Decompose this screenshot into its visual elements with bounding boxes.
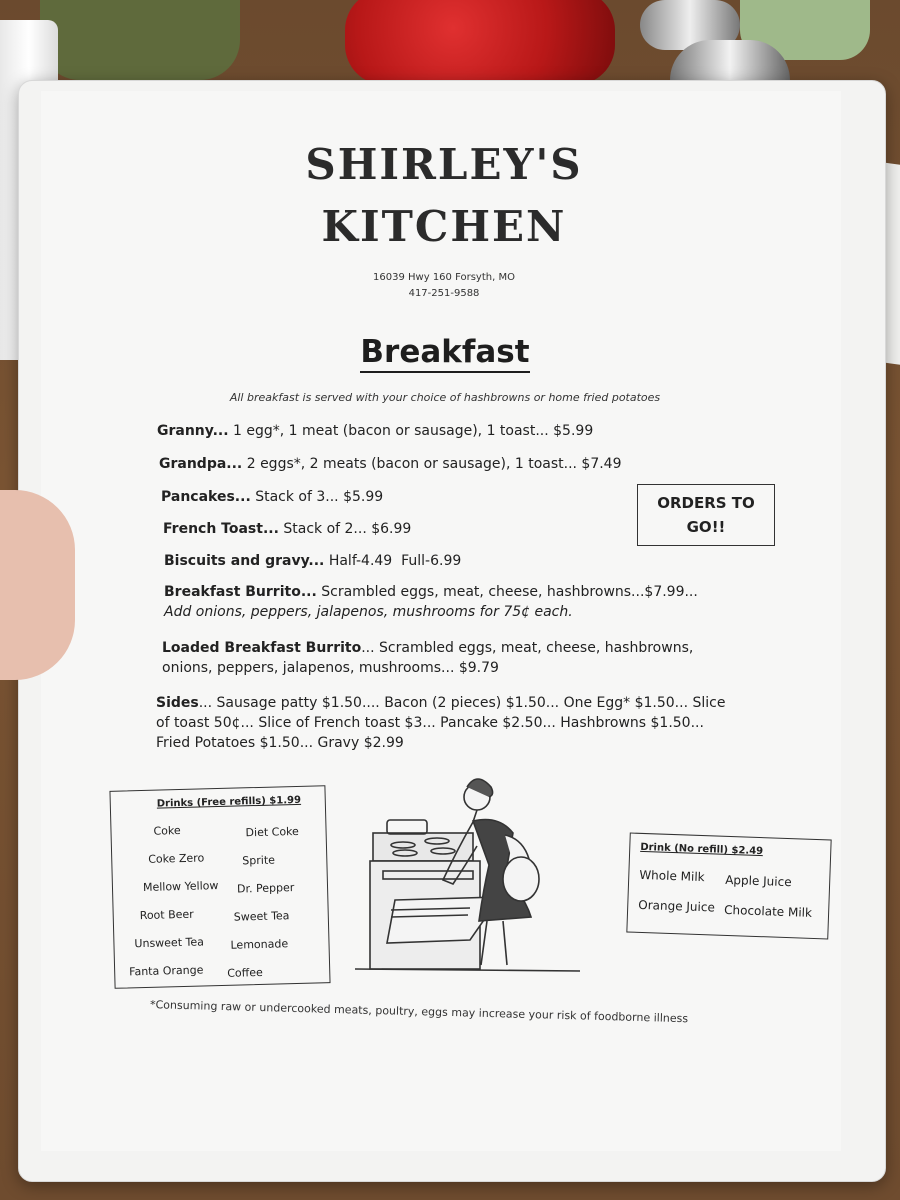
menu-item-pancakes: Pancakes... Stack of 3... $5.99 [161,489,384,505]
drink-item: Diet Coke [245,824,300,840]
woman-at-stove-illustration [355,775,585,975]
section-note: All breakfast is served with your choice of hashbrowns or home fried potatoes [229,391,661,404]
drink-item: Fanta Orange [129,963,204,979]
drinks-free-refills-heading: Drinks (Free refills) $1.99 [156,794,302,810]
drinks-no-refill-heading: Drink (No refill) $2.49 [640,841,764,858]
drink-item: Dr. Pepper [236,881,295,896]
hand-holding-menu [0,490,75,680]
foodborne-illness-footnote: *Consuming raw or undercooked meats, poultry, eggs may increase your risk of foodborne illness [149,998,689,1026]
menu-item-granny: Granny... 1 egg*, 1 meat (bacon or sausage), 1 toast... $5.99 [157,423,594,439]
drink-item: Mellow Yellow [142,879,219,895]
drinks-no-refill-box [626,833,831,940]
drink-item: Sprite [242,853,276,868]
menu-item-sides: Sides... Sausage patty $1.50.... Bacon (2 pieces) $1.50... One Egg* $1.50... Slice of toast 50¢... Slice of French toast $3... Pancake $2.50... Hashbrowns $1.50... Fried Potatoes $1.50... Gravy $2.99 [156,695,726,751]
red-tinsel-decoration [345,0,615,85]
menu-item-french-toast: French Toast... Stack of 2... $6.99 [163,521,412,537]
drink-item: Coke [153,824,181,838]
green-mug [40,0,240,80]
drink-item: Orange Juice [638,897,716,915]
menu-item-biscuits-gravy: Biscuits and gravy... Half-4.49 Full-6.99 [164,553,462,569]
drink-item: Sweet Tea [233,909,290,924]
drinks-free-refills-box [109,785,330,989]
drink-item: Unsweet Tea [134,935,205,951]
section-title: Breakfast [0,334,890,370]
drink-item: Chocolate Milk [723,902,813,920]
restaurant-phone: 417-251-9588 [408,288,480,299]
orders-to-go-box: ORDERS TO GO!! [637,484,775,546]
menu-item-grandpa: Grandpa... 2 eggs*, 2 meats (bacon or sausage), 1 toast... $7.49 [159,456,622,472]
menu-item-breakfast-burrito: Breakfast Burrito... Scrambled eggs, meat, cheese, hashbrowns...$7.99... Add onions, peppers, jalapenos, mushrooms for 75¢ each. [164,584,698,620]
drink-item: Root Beer [139,907,194,923]
restaurant-address: 16039 Hwy 160 Forsyth, MO [373,272,515,283]
drink-item: Coffee [227,965,263,980]
menu-item-loaded-burrito: Loaded Breakfast Burrito... Scrambled eggs, meat, cheese, hashbrowns, onions, peppers, jalapenos, mushrooms... $9.79 [162,640,694,676]
drink-item: Whole Milk [639,867,705,885]
restaurant-name-line1: SHIRLEY'S [305,140,583,189]
restaurant-name-line2: KITCHEN [321,202,567,251]
drink-item: Lemonade [230,937,289,952]
drink-item: Apple Juice [724,872,792,890]
drink-item: Coke Zero [148,851,205,866]
